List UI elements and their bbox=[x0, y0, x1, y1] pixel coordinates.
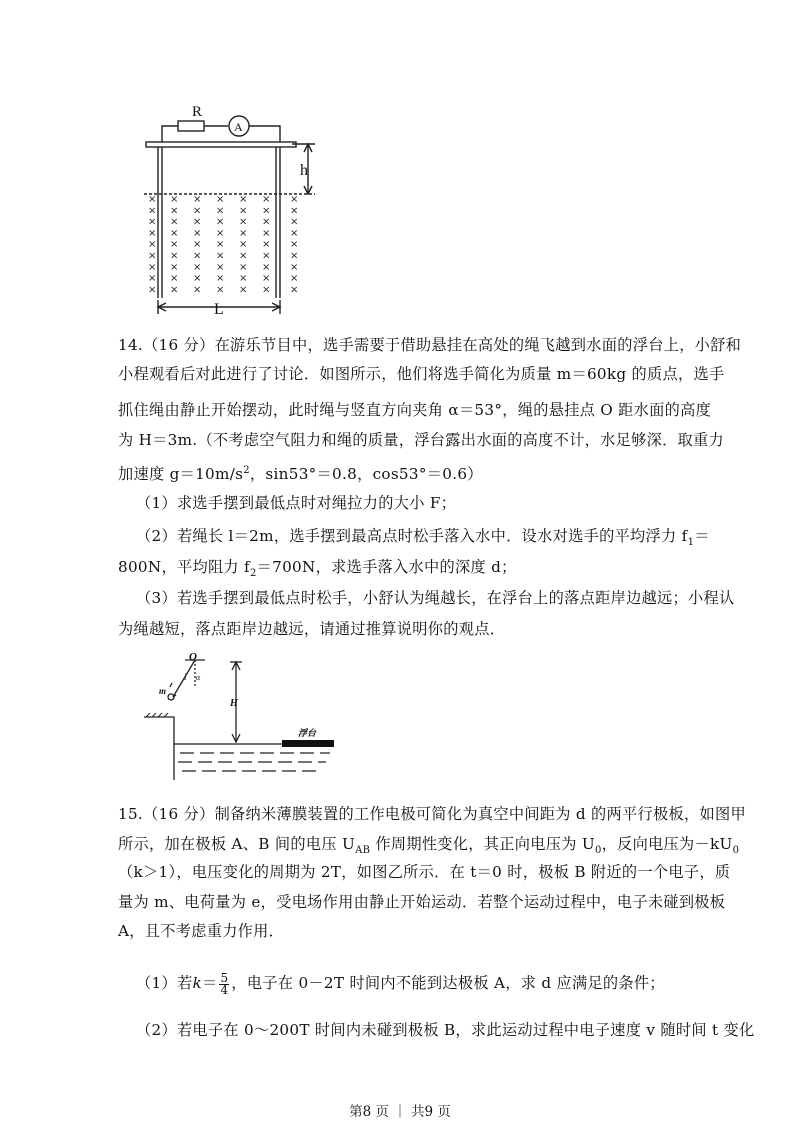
height-label-h: h bbox=[300, 162, 308, 179]
field-cross: × bbox=[216, 216, 225, 228]
field-cross: × bbox=[239, 205, 248, 217]
q14-part-2-cont: 800N，平均阻力 $f_2=700N$，求选手落入水中的深度 d； bbox=[118, 558, 517, 580]
field-cross: × bbox=[290, 194, 299, 205]
field-cross: × bbox=[239, 250, 248, 262]
field-cross: × bbox=[193, 194, 202, 205]
field-cross: × bbox=[193, 261, 202, 273]
field-cross: × bbox=[193, 273, 202, 285]
field-cross: × bbox=[193, 284, 202, 296]
field-cross: × bbox=[290, 273, 299, 285]
field-cross: × bbox=[262, 250, 271, 262]
field-cross: × bbox=[262, 273, 271, 285]
fraction-k: $\frac{5}{4}$ bbox=[220, 970, 229, 997]
field-cross: × bbox=[216, 261, 225, 273]
q15-line-1: 15.（16 分）制备纳米薄膜装置的工作电极可简化为真空中间距为 d 的两平行极板，如图甲 bbox=[118, 805, 746, 823]
field-cross: × bbox=[239, 239, 248, 251]
height-label-H: H bbox=[230, 698, 238, 709]
field-cross: × bbox=[262, 284, 271, 296]
field-cross: × bbox=[239, 194, 248, 205]
field-cross: × bbox=[170, 273, 179, 285]
q14-line-5: 加速度 $g=10m/s^2$，sin53°＝0.8，cos53°＝0.6） bbox=[118, 465, 483, 484]
field-cross: × bbox=[170, 216, 179, 228]
field-cross: × bbox=[170, 205, 179, 217]
field-cross: × bbox=[216, 227, 225, 239]
field-cross: × bbox=[193, 227, 202, 239]
field-cross: × bbox=[148, 194, 157, 205]
field-cross: × bbox=[148, 273, 157, 285]
field-cross: × bbox=[148, 227, 157, 239]
field-cross: × bbox=[239, 216, 248, 228]
field-cross: × bbox=[216, 273, 225, 285]
q14-line-1: 14.（16 分）在游乐节目中，选手需要于借助悬挂在高处的绳飞越到水面的浮台上，小舒和 bbox=[118, 336, 742, 354]
field-cross: × bbox=[262, 261, 271, 273]
field-cross: × bbox=[193, 250, 202, 262]
field-cross: × bbox=[148, 239, 157, 251]
field-cross: × bbox=[170, 261, 179, 273]
field-cross: × bbox=[290, 227, 299, 239]
field-cross: × bbox=[170, 284, 179, 296]
field-cross: × bbox=[148, 216, 157, 228]
width-label-L: L bbox=[214, 301, 224, 315]
field-cross: × bbox=[216, 205, 225, 217]
q14-line-4: 为 H＝3m.（不考虑空气阻力和绳的质量，浮台露出水面的高度不计，水足够深．取重力 bbox=[118, 431, 725, 449]
q14-line-3: 抓住绳由静止开始摆动，此时绳与竖直方向夹角 α＝53°，绳的悬挂点 O 距水面的高度 bbox=[118, 401, 712, 419]
field-cross: × bbox=[262, 227, 271, 239]
field-cross: × bbox=[290, 205, 299, 217]
field-cross: × bbox=[262, 239, 271, 251]
field-cross: × bbox=[262, 194, 271, 205]
rope-label-l: l bbox=[184, 672, 187, 682]
angle-label-alpha: α bbox=[196, 673, 201, 682]
floating-platform bbox=[282, 740, 334, 747]
q14-part-2: （2）若绳长 l＝2m，选手摆到最高点时松手落入水中．设水对选手的平均浮力 $f_1=$ bbox=[136, 527, 710, 549]
resistor-label: R bbox=[192, 104, 203, 120]
field-cross: × bbox=[170, 239, 179, 251]
platform-label: 浮台 bbox=[298, 729, 317, 739]
page-footer: 第8 页 ｜ 共9 页 bbox=[349, 1104, 451, 1120]
field-cross: × bbox=[262, 205, 271, 217]
field-cross: × bbox=[290, 250, 299, 262]
q15-part-2: （2）若电子在 0～200T 时间内未碰到极板 B，求此运动过程中电子速度 v 随时间 t 变化 bbox=[136, 1021, 755, 1039]
q15-line-3: （k＞1），电压变化的周期为 2T，如图乙所示．在 t＝0 时，极板 B 附近的一个电子，质 bbox=[118, 863, 731, 881]
mass-label-m: m bbox=[159, 686, 167, 696]
field-cross: × bbox=[193, 205, 202, 217]
rail-circuit-figure bbox=[140, 100, 330, 315]
field-cross: × bbox=[290, 261, 299, 273]
field-cross: × bbox=[170, 194, 179, 205]
field-cross: × bbox=[216, 250, 225, 262]
swing-platform-figure bbox=[140, 650, 340, 782]
field-cross: × bbox=[216, 284, 225, 296]
q15-line-2: 所示，加在极板 A、B 间的电压 $U_{AB}$ 作周期性变化，其正向电压为 $U_0$，反向电压为$-kU_0$ bbox=[118, 835, 740, 857]
field-cross: × bbox=[239, 261, 248, 273]
field-cross: × bbox=[148, 205, 157, 217]
field-cross: × bbox=[148, 284, 157, 296]
field-cross: × bbox=[239, 273, 248, 285]
field-cross: × bbox=[193, 239, 202, 251]
field-cross: × bbox=[290, 239, 299, 251]
field-cross: × bbox=[193, 216, 202, 228]
ammeter-label: A bbox=[234, 120, 243, 134]
q14-part-3-cont: 为绳越短，落点距岸边越远，请通过推算说明你的观点． bbox=[118, 620, 506, 638]
q15-part-1: （1）若k＝ $\frac{5}{4}$ ，电子在 0－2T 时间内不能到达极板 A，求 d 应满足的条件； bbox=[136, 970, 665, 997]
field-cross: × bbox=[262, 216, 271, 228]
q14-part-3: （3）若选手摆到最低点时松手，小舒认为绳越长，在浮台上的落点距岸边越远；小程认 bbox=[136, 589, 735, 607]
field-cross: × bbox=[148, 250, 157, 262]
pivot-label-O: O bbox=[189, 651, 197, 663]
q14-part-1: （1）求选手摆到最低点时对绳拉力的大小 F； bbox=[136, 494, 457, 512]
field-cross: × bbox=[290, 216, 299, 228]
field-cross: × bbox=[290, 284, 299, 296]
q15-line-5: A，且不考虑重力作用． bbox=[118, 922, 285, 940]
field-cross: × bbox=[216, 239, 225, 251]
field-cross: × bbox=[216, 194, 225, 205]
field-cross: × bbox=[170, 250, 179, 262]
field-cross: × bbox=[239, 227, 248, 239]
resistor-symbol bbox=[178, 121, 204, 131]
field-cross: × bbox=[170, 227, 179, 239]
field-cross: × bbox=[148, 261, 157, 273]
q15-line-4: 量为 m、电荷量为 e，受电场作用由静止开始运动．若整个运动过程中，电子未碰到极板 bbox=[118, 893, 726, 911]
field-cross: × bbox=[239, 284, 248, 296]
q14-line-2: 小程观看后对此进行了讨论．如图所示，他们将选手简化为质量 m＝60kg 的质点，选手 bbox=[118, 365, 725, 383]
